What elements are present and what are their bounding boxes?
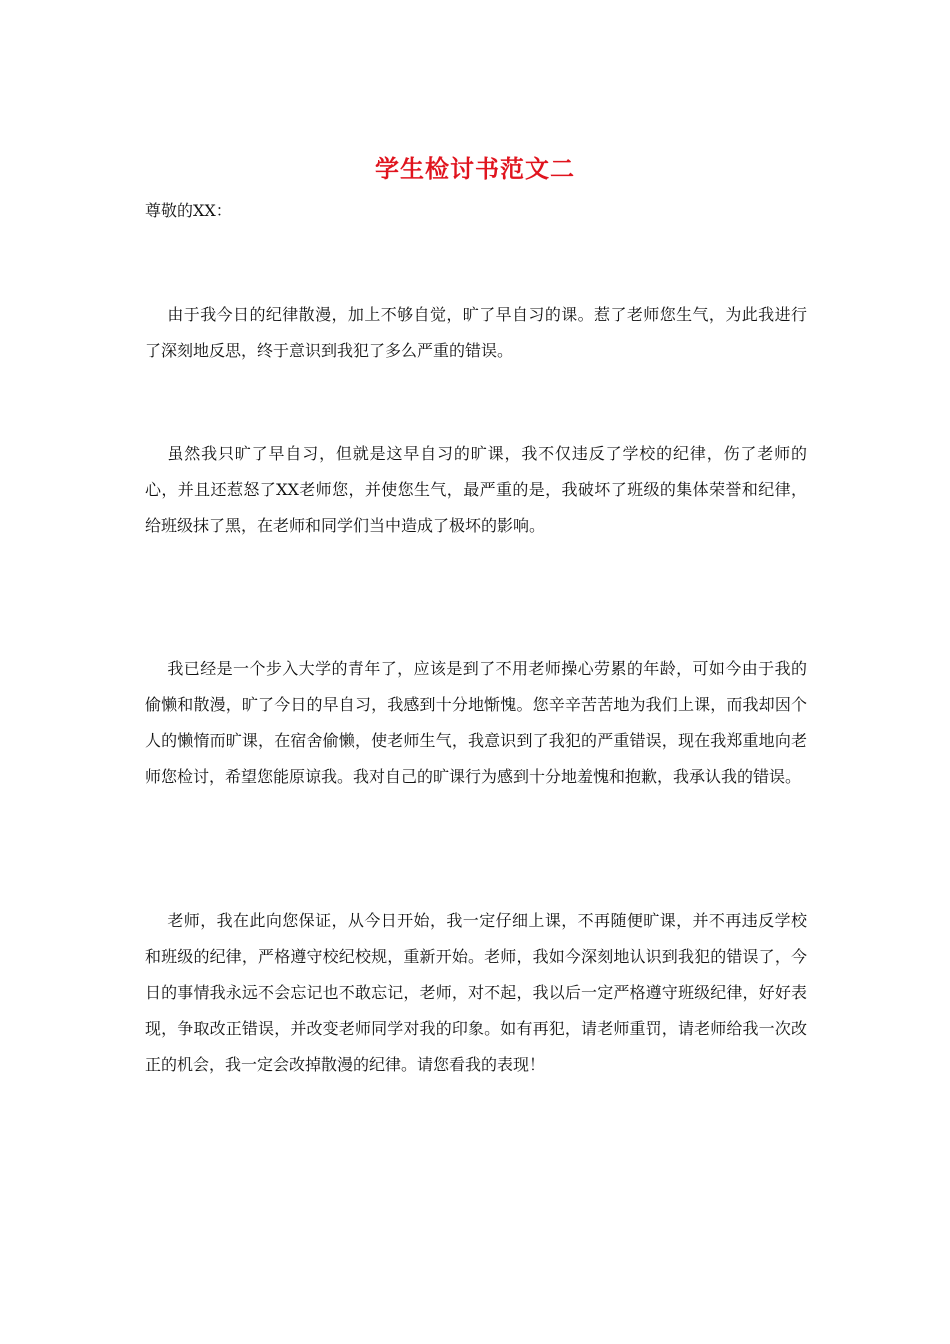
paragraph-4: 老师，我在此向您保证，从今日开始，我一定仔细上课，不再随便旷课，并不再违反学校和班级的纪律，严格遵守校纪校规，重新开始。老师，我如今深刻地认识到我犯的错误了，今日的事情我永远不会忘记也不敢忘记，老师，对不起，我以后一定严格遵守班级纪律，好好表现，争取改正错误，并改变老师同学对我的印象。如有再犯，请老师重罚，请老师给我一次改正的机会，我一定会改掉散漫的纪律。请您看我的表现！ [145, 911, 807, 1074]
paragraph-2: 虽然我只旷了早自习，但就是这早自习的旷课，我不仅违反了学校的纪律，伤了老师的心，并且还惹怒了XX老师您，并使您生气，最严重的是，我破坏了班级的集体荣誉和纪律，给班级抹了黑，在老师和同学们当中造成了极坏的影响。 [145, 444, 807, 535]
document-title: 学生检讨书范文二 [375, 154, 575, 183]
salutation: 尊敬的XX： [145, 201, 232, 220]
paragraph-1: 由于我今日的纪律散漫，加上不够自觉，旷了早自习的课。惹了老师您生气，为此我进行了深刻地反思，终于意识到我犯了多么严重的错误。 [145, 305, 807, 360]
paragraph-3: 我已经是一个步入大学的青年了，应该是到了不用老师操心劳累的年龄，可如今由于我的偷懒和散漫，旷了今日的早自习，我感到十分地惭愧。您辛辛苦苦地为我们上课，而我却因个人的懒惰而旷课，在宿舍偷懒，使老师生气，我意识到了我犯的严重错误，现在我郑重地向老师您检讨，希望您能原谅我。我对自己的旷课行为感到十分地羞愧和抱歉，我承认我的错误。 [145, 659, 807, 786]
